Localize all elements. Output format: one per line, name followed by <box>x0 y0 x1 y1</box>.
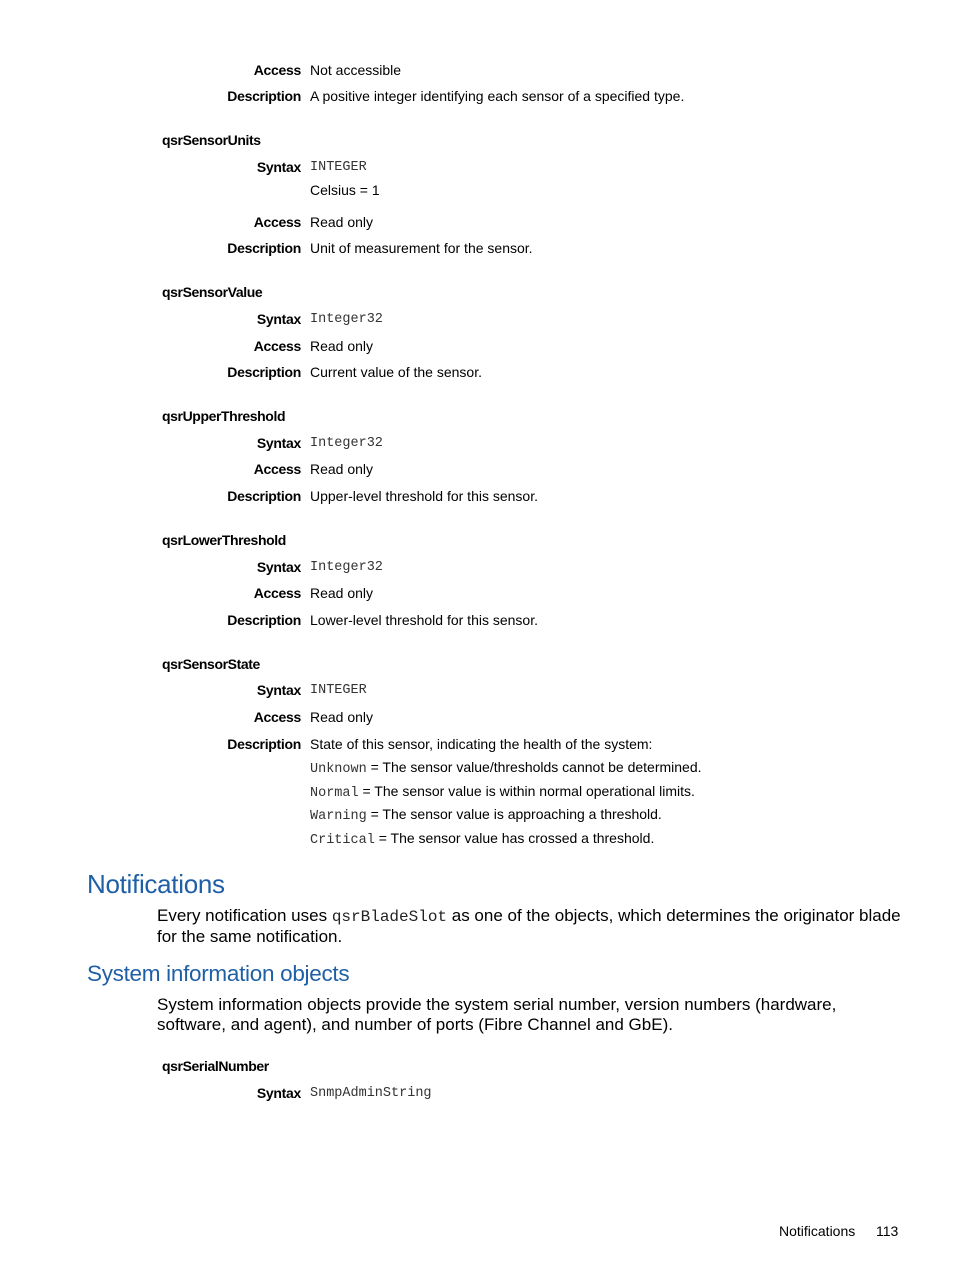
description-value: Upper-level threshold for this sensor. <box>310 488 538 504</box>
state-text: = The sensor value is within normal operational limits. <box>358 783 695 799</box>
description-label: Description <box>227 240 301 256</box>
state-text: = The sensor value/thresholds cannot be determined. <box>366 759 702 775</box>
description-label: Description <box>227 612 301 628</box>
description-label: Description <box>227 364 301 380</box>
notifications-paragraph <box>157 906 902 947</box>
system-info-paragraph: System information objects provide the system serial number, version numbers (hardware, software, and agent), and number of ports (Fibre Channel and GbE). <box>157 995 837 1034</box>
syntax-value: Integer32 <box>310 312 383 327</box>
description-value: Lower-level threshold for this sensor. <box>310 612 538 628</box>
syntax-label: Syntax <box>256 159 301 175</box>
state-code: Critical <box>310 833 375 848</box>
access-label: Access <box>253 461 301 477</box>
access-value: Read only <box>310 709 374 725</box>
description-label: Description <box>227 488 301 504</box>
object-name-qsrupperthreshold: qsrUpperThreshold <box>162 408 286 424</box>
description-value: Current value of the sensor. <box>310 364 482 380</box>
access-value: Read only <box>310 461 374 477</box>
system-info-heading: System information objects <box>87 961 350 986</box>
object-name-qsrserialnumber: qsrSerialNumber <box>162 1058 269 1074</box>
access-value: Read only <box>310 585 374 601</box>
syntax-value: INTEGER <box>310 160 367 175</box>
access-value: Read only <box>310 338 374 354</box>
syntax-label: Syntax <box>256 311 301 327</box>
state-item-unknown <box>310 759 702 777</box>
access-value: Not accessible <box>310 62 402 78</box>
object-name-qsrsensorunits: qsrSensorUnits <box>162 132 261 148</box>
state-code: Warning <box>310 809 367 824</box>
access-label: Access <box>253 62 301 78</box>
syntax-note: Celsius = 1 <box>310 182 380 198</box>
access-label: Access <box>253 214 301 230</box>
description-value: A positive integer identifying each sensor of a specified type. <box>310 88 685 104</box>
syntax-value: INTEGER <box>310 683 367 698</box>
object-name-qsrlowerthreshold: qsrLowerThreshold <box>162 532 286 548</box>
access-label: Access <box>253 585 301 601</box>
access-label: Access <box>253 338 301 354</box>
notifications-heading: Notifications <box>87 869 225 899</box>
object-name-qsrsensorstate: qsrSensorState <box>162 656 260 672</box>
syntax-value: Integer32 <box>310 560 383 575</box>
syntax-label: Syntax <box>256 1085 301 1101</box>
access-label: Access <box>253 709 301 725</box>
syntax-label: Syntax <box>256 435 301 451</box>
syntax-value: SnmpAdminString <box>310 1086 432 1101</box>
syntax-value: Integer32 <box>310 436 383 451</box>
page-number: 113 <box>876 1223 899 1239</box>
syntax-label: Syntax <box>256 559 301 575</box>
state-code: Normal <box>310 786 359 801</box>
description-value: Unit of measurement for the sensor. <box>310 240 533 256</box>
syntax-label: Syntax <box>256 682 301 698</box>
state-item-warning <box>310 806 662 824</box>
state-code: Unknown <box>310 762 367 777</box>
notifications-code: qsrBladeSlot <box>331 908 448 926</box>
description-value: State of this sensor, indicating the health of the system: <box>310 736 653 752</box>
notifications-text-before: Every notification uses <box>157 906 332 925</box>
state-text: = The sensor value is approaching a threshold. <box>366 806 662 822</box>
description-label: Description <box>227 736 301 752</box>
state-item-critical <box>310 830 654 848</box>
state-item-normal <box>310 783 695 801</box>
state-text: = The sensor value has crossed a threshold. <box>374 830 655 846</box>
object-name-qsrsensorvalue: qsrSensorValue <box>162 284 263 300</box>
access-value: Read only <box>310 214 374 230</box>
notifications-text-after: as one of the objects, which determines the originator blade for the same notification. <box>157 906 901 946</box>
description-label: Description <box>227 88 301 104</box>
footer-section: Notifications <box>779 1223 856 1239</box>
